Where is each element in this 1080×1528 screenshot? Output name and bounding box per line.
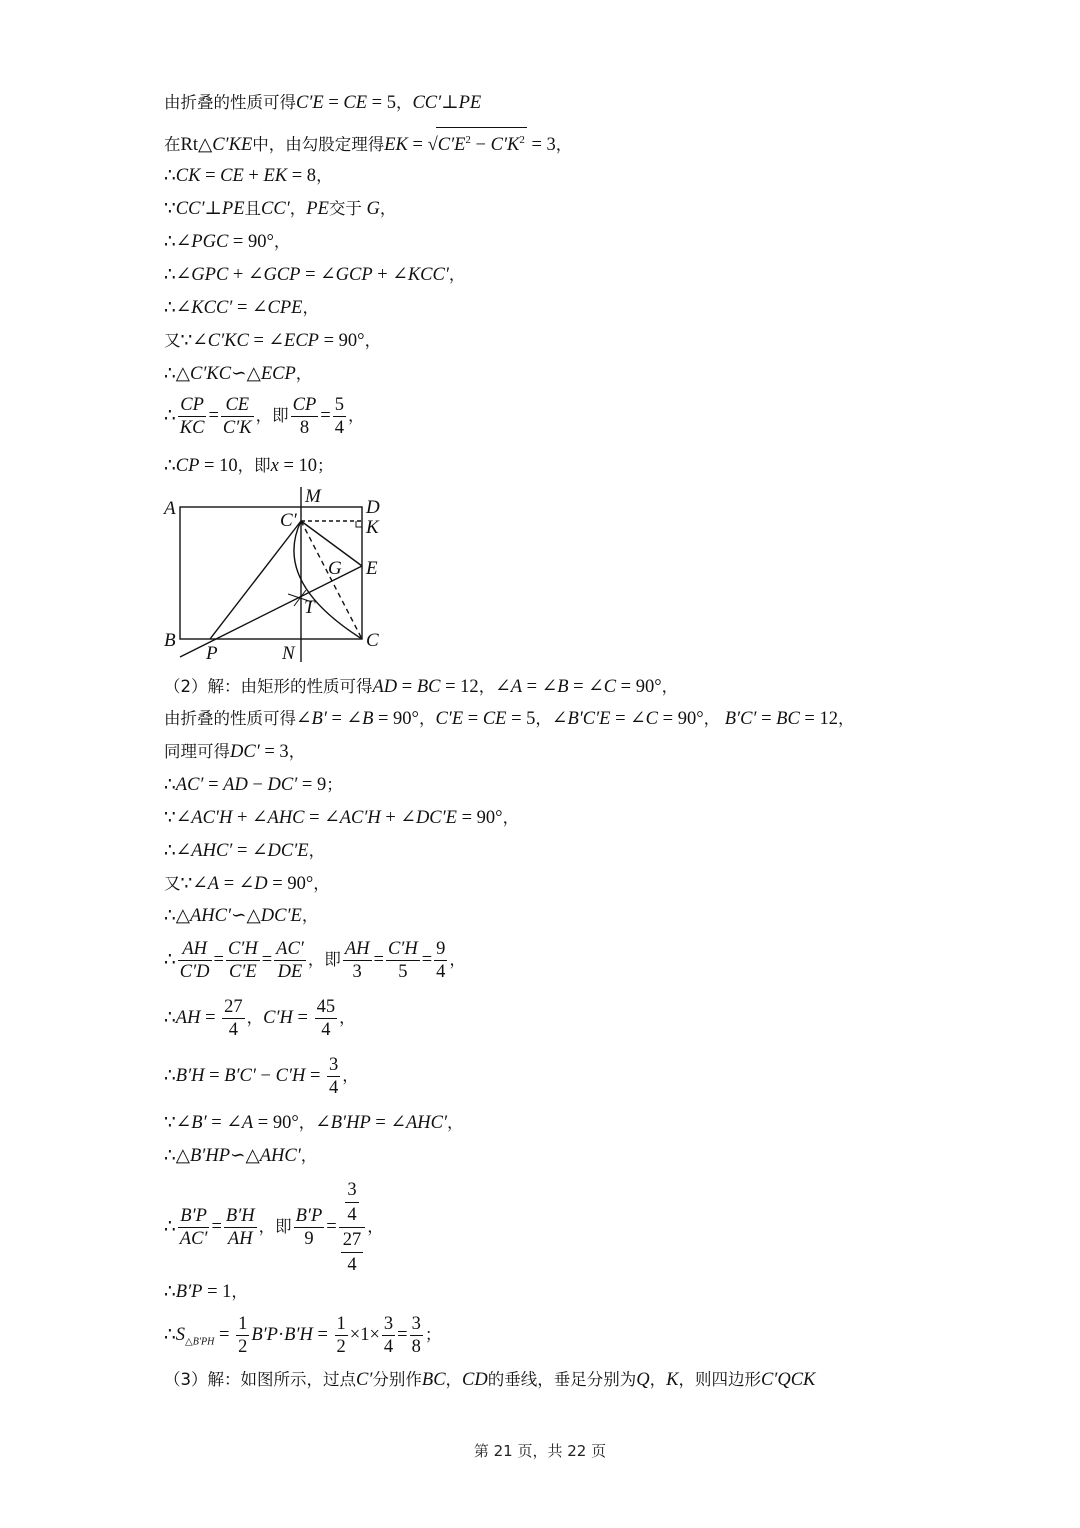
label-d: D — [366, 497, 380, 518]
page-footer: 第 21 页，共 22 页 — [473, 1442, 607, 1460]
solution-line-21: ∴AH = $\frac{27}{4}$ ，C′H = $\frac{45}{4}$ ， — [164, 997, 356, 1040]
solution-line-16: ∵∠AC′H + ∠AHC = ∠AC′H + ∠DC′E = 90°， — [164, 808, 520, 828]
segment-c1c — [301, 521, 362, 639]
solution-line-1: 由折叠的性质可得C′E = CE = 5，CC′⊥PE — [164, 93, 482, 113]
label-g: G — [328, 558, 342, 579]
solution-line-18: 又∵∠A = ∠D = 90°， — [164, 874, 330, 894]
arc-c1c — [294, 521, 362, 639]
solution-line-6: ∴∠GPC + ∠GCP = ∠GCP + ∠KCC′， — [164, 265, 466, 285]
label-b: B — [164, 630, 176, 651]
solution-line-10: ∴ $\frac{CP}{KC}$ = $\frac{CE}{C'K}$ ，即 $\frac{CP}{8}$ = $\frac{5}{4}$ ， — [164, 395, 365, 438]
solution-line-20: ∴ $\frac{AH}{C'D}$ = $\frac{C'H}{C'E}$ = $\frac{AC'}{DE}$ ，即 $\frac{AH}{3}$ = $\frac{C'H}{5}$ = $\frac{9}{4}$ ， — [164, 939, 466, 982]
label-k: K — [366, 517, 379, 538]
solution-line-3: ∴CK = CE + EK = 8， — [164, 166, 333, 186]
solution-line-26: ∴B′P = 1， — [164, 1282, 248, 1302]
solution-line-28: （3）解：如图所示，过点C′分别作BC，CD的垂线，垂足分别为Q，K，则四边形C′QCK — [164, 1370, 816, 1390]
solution-line-2: 在Rt△C′KE中，由勾股定理得EK = $√C'E^2 - C'K^2 = 3$， — [164, 127, 572, 157]
label-c: C — [366, 630, 379, 651]
solution-line-17: ∴∠AHC′ = ∠DC′E， — [164, 841, 326, 861]
solution-line-4: ∵CC′⊥PE且CC′，PE交于 G， — [164, 199, 397, 219]
label-c-prime: C′ — [280, 510, 297, 531]
solution-line-8: 又∵∠C′KC = ∠ECP = 90°， — [164, 331, 382, 351]
solution-line-5: ∴∠PGC = 90°， — [164, 232, 291, 252]
solution-line-27: $\therefore S_{\triangle B'PH}$ = $\frac{1}{2}$ B′P·B′H = $\frac{1}{2}$ ×1× $\frac{3}{4}$ = $\frac{3}{8}$ ； — [164, 1314, 442, 1357]
label-t: T — [304, 597, 315, 618]
label-n: N — [282, 643, 295, 664]
solution-line-23: ∵∠B′ = ∠A = 90°，∠B′HP = ∠AHC′， — [164, 1113, 464, 1133]
solution-line-11: ∴CP = 10，即x = 10； — [164, 456, 334, 476]
geometry-figure — [160, 482, 400, 667]
solution-line-15: ∴AC′ = AD − DC′ = 9； — [164, 775, 343, 795]
solution-line-13: 由折叠的性质可得∠B′ = ∠B = 90°，C′E = CE = 5，∠B′C′E = ∠C = 90°， B′C′ = BC = 12， — [164, 709, 855, 729]
label-p: P — [206, 643, 218, 664]
solution-line-7: ∴∠KCC′ = ∠CPE， — [164, 298, 319, 318]
solution-line-12: （2）解：由矩形的性质可得AD = BC = 12，∠A = ∠B = ∠C = 90°， — [164, 677, 679, 697]
label-a: A — [164, 498, 176, 519]
solution-line-24: ∴△B′HP∽△AHC′， — [164, 1146, 318, 1166]
solution-line-19: ∴△AHC′∽△DC′E， — [164, 906, 319, 926]
label-e: E — [366, 558, 378, 579]
label-m: M — [305, 486, 321, 507]
solution-line-25: ∴ $\frac{B'P}{AC'}$ = $\frac{B'H}{AH}$ ，即 $\frac{B'P}{9}$ = $\frac{\frac{3}{4}}{\frac{27}{4}}$ ， — [164, 1180, 384, 1275]
segment-c1p — [210, 521, 301, 639]
solution-line-9: ∴△C′KC∽△ECP， — [164, 364, 313, 384]
solution-line-22: ∴B′H = B′C′ − C′H = $\frac{3}{4}$ ， — [164, 1055, 359, 1098]
solution-line-14: 同理可得DC′ = 3， — [164, 742, 306, 762]
